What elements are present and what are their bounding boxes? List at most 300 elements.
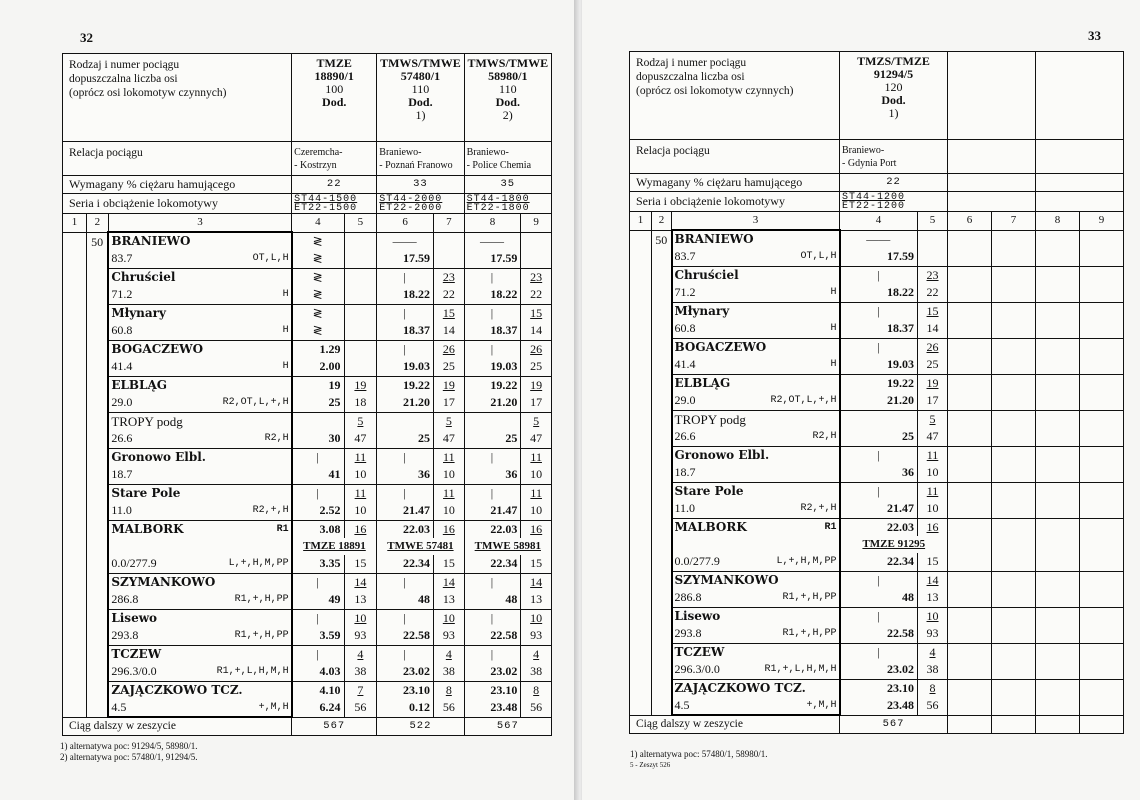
train-dod: Dod. [495,95,520,109]
footnote: 1) alternatywa poc: 57480/1, 58980/1. [630,749,768,759]
timetable-minutes: 26 [434,340,465,358]
relation-label: Relacja pociągu [63,142,292,176]
loco-series-label: Seria i obciążenie lokomotywy [630,192,840,212]
timetable-minutes: 93 [918,625,948,643]
timetable-time: 23.02 [464,663,521,681]
empty-cell [1036,266,1080,284]
empty-cell [992,536,1036,553]
loco-series: ST44-1200 ET22-1200 [840,192,948,212]
timetable-time: 25 [464,430,521,448]
timetable-minutes: 19 [434,376,465,394]
station-name: Gronowo Elbl. [672,446,840,464]
train-number-label [630,52,840,140]
empty-cell [1036,464,1080,482]
timetable-minutes: 19 [344,376,377,394]
header-label-line: Rodzaj i numer pociągu [69,59,180,71]
timetable-time: —— [464,232,521,250]
timetable-time: 19.03 [840,356,918,374]
header-label-line: (oprócz osi lokomotyw czynnych) [69,87,227,99]
train-axles: 110 [411,82,430,96]
column-number: 1 [63,214,87,233]
station-name: TROPY podg [672,410,840,428]
timetable-time: 22.03 [840,518,918,536]
empty-cell [948,392,992,410]
empty-cell [1080,679,1124,697]
timetable-time: ≷ [292,322,344,340]
timetable-time: 3.08 [292,520,344,538]
timetable-time: | [464,484,521,502]
empty-cell [992,500,1036,518]
empty-cell [992,374,1036,392]
timetable-minutes: 56 [918,697,948,715]
timetable-time: 19 [292,376,344,394]
timetable-minutes: 10 [344,609,377,627]
timetable-time: 36 [840,464,918,482]
timetable-time: | [840,607,918,625]
station-km: 11.0 R2,+,H [108,502,291,520]
station-km: 60.8 H [108,322,291,340]
timetable-minutes: 15 [918,302,948,320]
station-km: 41.4 H [672,356,840,374]
empty-cell [1080,625,1124,643]
empty-cell [992,230,1036,248]
station-km: 18.7 [672,464,840,482]
train-number-label [63,54,292,142]
timetable-time: 22.58 [840,625,918,643]
train-dod: Dod. [408,95,433,109]
station-name: SZYMANKOWO [672,571,840,589]
timetable-time: 22.58 [377,627,434,645]
empty-cell [948,266,992,284]
station-name: Lisewo [672,607,840,625]
timetable-time: 19.22 [377,376,434,394]
timetable-minutes: 17 [434,394,465,412]
train-header [292,54,377,142]
train-relation: Braniewo- - Police Chemia [464,142,551,176]
timetable-time: | [464,268,521,286]
empty-cell [1036,571,1080,589]
timetable-time: 6.24 [292,699,344,717]
brake-percent: 33 [377,176,464,194]
timetable-time: 21.47 [464,502,521,520]
empty-cell [992,697,1036,715]
timetable-time: | [840,266,918,284]
timetable-minutes: 10 [344,466,377,484]
timetable-time: | [464,304,521,322]
column-number: 8 [1036,212,1080,231]
empty-cell [948,536,992,553]
train-number-change: TMWE 57481 [377,538,464,555]
timetable-minutes: 10 [434,609,465,627]
empty-cell [948,482,992,500]
empty-cell [992,589,1036,607]
empty-cell [948,284,992,302]
empty-cell [1036,338,1080,356]
station-name: BOGACZEWO [108,340,291,358]
timetable-minutes: 25 [521,358,552,376]
timetable-minutes: 10 [918,500,948,518]
empty-cell [1080,607,1124,625]
timetable-time: | [292,484,344,502]
empty-cell [1036,625,1080,643]
timetable-minutes: 4 [918,643,948,661]
timetable-time: 22.58 [464,627,521,645]
station-name: ELBLĄG [108,376,291,394]
empty-cell [992,464,1036,482]
timetable-time: 25 [377,430,434,448]
timetable-minutes [344,286,377,304]
empty-cell [1036,446,1080,464]
empty-cell [1080,482,1124,500]
timetable-time: 23.48 [840,697,918,715]
timetable-time: 4.03 [292,663,344,681]
brake-percent: 35 [464,176,551,194]
brake-label: Wymagany % ciężaru hamującego [630,174,840,192]
station-km: 29.0 R2,OT,L,+,H [108,394,291,412]
station-name: BRANIEWO [108,232,291,250]
station-km: 26.6 R2,H [672,428,840,446]
station-name: Chruściel [108,268,291,286]
timetable-minutes: 47 [344,430,377,448]
station-name: Stare Pole [108,484,291,502]
timetable-minutes [521,250,552,268]
timetable-minutes: 47 [918,428,948,446]
empty-cell [992,248,1036,266]
timetable-minutes: 13 [521,591,552,609]
timetable-time: | [377,304,434,322]
empty-cell [1036,679,1080,697]
empty-cell [1080,338,1124,356]
brake-percent: 22 [840,174,948,192]
station-name: Młynary [672,302,840,320]
column-number: 2 [87,214,109,233]
timetable-minutes [434,232,465,250]
empty-header [948,52,1036,140]
empty-cell [1036,643,1080,661]
timetable-time: 4.10 [292,681,344,699]
station-name: MALBORK R1 [672,518,840,536]
timetable-minutes: 38 [918,661,948,679]
column-number: 9 [1080,212,1124,231]
empty-cell [1080,697,1124,715]
timetable-minutes [344,232,377,250]
empty-cell [948,464,992,482]
timetable-time: | [840,482,918,500]
timetable-minutes: 16 [344,520,377,538]
station-km: 0.0/277.9 L,+,H,M,PP [672,553,840,571]
timetable-minutes: 17 [918,392,948,410]
page-number: 32 [80,30,93,45]
timetable-minutes: 22 [521,286,552,304]
timetable-minutes: 14 [344,573,377,591]
timetable-minutes: 47 [521,430,552,448]
empty-cell [992,302,1036,320]
timetable-minutes [344,322,377,340]
timetable-time: —— [377,232,434,250]
station-km: 296.3/0.0 R1,+,L,H,M,H [672,661,840,679]
timetable-time: 19.22 [464,376,521,394]
empty-cell [992,320,1036,338]
timetable-time: 2.52 [292,502,344,520]
timetable-minutes: 17 [521,394,552,412]
station-name: TCZEW [672,643,840,661]
empty-cell [1080,446,1124,464]
continuation-booklet: 567 [464,717,551,736]
timetable-minutes: 14 [918,571,948,589]
loco-series: ST44-1500 ET22-1500 [292,194,377,214]
timetable-time: 18.22 [464,286,521,304]
train-header [377,54,464,142]
train-number: 58980/1 [488,69,528,83]
timetable-minutes: 5 [521,412,552,430]
empty-cell [1080,661,1124,679]
station-km: 29.0 R2,OT,L,+,H [672,392,840,410]
timetable-minutes: 11 [434,448,465,466]
empty-cell [992,625,1036,643]
timetable-time: 23.10 [464,681,521,699]
empty-header [1036,52,1124,140]
empty-cell [1036,715,1080,734]
empty-cell [1036,482,1080,500]
timetable-minutes: 4 [434,645,465,663]
empty-cell [1080,284,1124,302]
timetable-time: 41 [292,466,344,484]
empty-cell [1080,320,1124,338]
timetable-time: 23.02 [377,663,434,681]
timetable-minutes: 4 [344,645,377,663]
timetable-time: 22.34 [840,553,918,571]
timetable-minutes: 11 [521,448,552,466]
timetable-minutes: 16 [521,520,552,538]
train-number-change: TMZE 18891 [292,538,377,555]
empty-cell [1080,428,1124,446]
header-label-line: dopuszczalna liczba osi [636,71,745,83]
timetable-minutes: 10 [434,466,465,484]
timetable-time: 21.20 [840,392,918,410]
timetable-minutes: 15 [434,304,465,322]
timetable-minutes: 38 [521,663,552,681]
timetable-minutes: 14 [521,573,552,591]
timetable-minutes: 14 [434,322,465,340]
timetable-time: 36 [464,466,521,484]
empty-cell [1036,284,1080,302]
empty-cell [992,643,1036,661]
timetable-minutes: 15 [344,555,377,573]
empty-cell [992,266,1036,284]
station-name: ZAJĄCZKOWO TCZ. [108,681,291,699]
timetable-time: 22.03 [377,520,434,538]
station-km: 286.8 R1,+,H,PP [672,589,840,607]
timetable-minutes: 14 [434,573,465,591]
station-name: Lisewo [108,609,291,627]
train-note: 2) [502,108,513,122]
timetable-minutes: 13 [434,591,465,609]
timetable-time: | [464,609,521,627]
timetable-minutes: 5 [344,412,377,430]
timetable-minutes: 15 [918,553,948,571]
train-number-change: TMZE 91295 [840,536,948,553]
station-name: ZAJĄCZKOWO TCZ. [672,679,840,697]
timetable [629,51,1124,734]
timetable-time: | [292,645,344,663]
timetable-time: | [840,302,918,320]
timetable-minutes: 93 [434,627,465,645]
timetable-time: | [840,446,918,464]
timetable-time: 17.59 [464,250,521,268]
timetable-minutes: 23 [918,266,948,284]
timetable-time: 18.37 [464,322,521,340]
station-km: 71.2 H [672,284,840,302]
station-km: 296.3/0.0 R1,+,L,H,M,H [108,663,291,681]
timetable-minutes: 16 [434,520,465,538]
train-type: TMZE [316,56,352,70]
booklet-mark: 5 - Zeszyt 526 [630,761,671,769]
empty-cell [1080,266,1124,284]
train-header [464,54,551,142]
empty-cell [1080,356,1124,374]
timetable-minutes: 10 [434,502,465,520]
empty-cell [948,571,992,589]
empty-cell [992,715,1036,734]
timetable-minutes: 5 [918,410,948,428]
train-number: 57480/1 [400,69,441,83]
timetable-time: 19.22 [840,374,918,392]
column-number: 6 [377,214,434,233]
header-label-line: dopuszczalna liczba osi [69,73,178,85]
empty-cell [1080,464,1124,482]
timetable-minutes: 11 [434,484,465,502]
empty-cell [948,248,992,266]
station-km: 286.8 R1,+,H,PP [108,591,291,609]
station-name: MALBORK R1 [108,520,291,538]
train-axles: 100 [325,82,344,96]
timetable-time: 30 [292,430,344,448]
empty-cell [1080,230,1124,248]
column-number: 4 [292,214,344,233]
timetable-minutes: 11 [521,484,552,502]
train-header [840,52,948,140]
continuation-label: Ciąg dalszy w zeszycie [63,717,292,736]
column-number: 1 [630,212,652,231]
timetable-time: 48 [464,591,521,609]
timetable-minutes: 25 [434,358,465,376]
empty-cell [1080,248,1124,266]
train-relation: Czeremcha- - Kostrzyn [292,142,377,176]
column-number: 5 [918,212,948,231]
timetable-minutes [344,268,377,286]
timetable-time: 23.10 [377,681,434,699]
timetable-time: 48 [840,589,918,607]
timetable-minutes [344,340,377,358]
timetable-time: 25 [840,428,918,446]
timetable-minutes [344,358,377,376]
station-km: 0.0/277.9 L,+,H,M,PP [108,555,291,573]
train-number-change: TMWE 58981 [464,538,551,555]
empty-cell [992,446,1036,464]
timetable-time: 22.03 [464,520,521,538]
timetable-time: | [464,448,521,466]
empty-cell [948,446,992,464]
station-name: Młynary [108,304,291,322]
empty-cell [1036,661,1080,679]
continuation-booklet: 567 [840,715,948,734]
empty-cell [1080,410,1124,428]
timetable-minutes: 18 [344,394,377,412]
timetable-time: 18.37 [840,320,918,338]
timetable-minutes: 10 [521,609,552,627]
timetable-minutes: 13 [918,589,948,607]
column-number: 6 [948,212,992,231]
empty-cell [948,518,992,536]
train-dod: Dod. [322,95,347,109]
empty-cell [1080,643,1124,661]
station-name: Gronowo Elbl. [108,448,291,466]
train-number: 91294/5 [873,67,914,81]
empty-cell [992,284,1036,302]
column-number: 9 [521,214,552,233]
train-type: TMZS/TMZE [857,54,930,68]
timetable-time: | [377,268,434,286]
timetable-time: | [464,573,521,591]
empty-cell [1036,392,1080,410]
header-label-line: Rodzaj i numer pociągu [636,57,747,69]
empty-cell [992,607,1036,625]
station-name: TROPY podg [108,412,291,430]
empty-cell [1080,536,1124,553]
relation-label: Relacja pociągu [630,140,840,174]
empty-cell [992,428,1036,446]
empty-cell [1036,500,1080,518]
timetable-time: 1.29 [292,340,344,358]
empty-cell [992,571,1036,589]
empty-cell [1080,302,1124,320]
station-name: ELBLĄG [672,374,840,392]
timetable [62,53,552,736]
timetable-time: 17.59 [377,250,434,268]
timetable-minutes: 11 [918,482,948,500]
empty-cell [1036,302,1080,320]
timetable-time: ≷ [292,286,344,304]
timetable-minutes: 11 [344,484,377,502]
empty-cell [1080,500,1124,518]
timetable-time [840,410,918,428]
timetable-time: ≷ [292,268,344,286]
empty-cell [948,230,992,248]
empty-cell [948,500,992,518]
timetable-minutes: 15 [521,555,552,573]
continuation-booklet: 522 [377,717,464,736]
timetable-time: | [292,448,344,466]
train-number: 18890/1 [314,69,354,83]
station-km: 4.5 +,M,H [108,699,291,717]
timetable-time: 18.37 [377,322,434,340]
timetable-minutes: 26 [521,340,552,358]
timetable-time: 49 [292,591,344,609]
timetable-minutes: 47 [434,430,465,448]
timetable-minutes: 22 [918,284,948,302]
column-number: 5 [344,214,377,233]
timetable-minutes: 10 [918,464,948,482]
empty-cell [992,410,1036,428]
train-relation: Braniewo- - Gdynia Port [840,140,948,174]
timetable-minutes [918,248,948,266]
timetable-minutes: 14 [521,322,552,340]
timetable-minutes: 19 [521,376,552,394]
station-subline [672,536,840,553]
station-name: Stare Pole [672,482,840,500]
column-number: 8 [464,214,521,233]
station-km: 41.4 H [108,358,291,376]
